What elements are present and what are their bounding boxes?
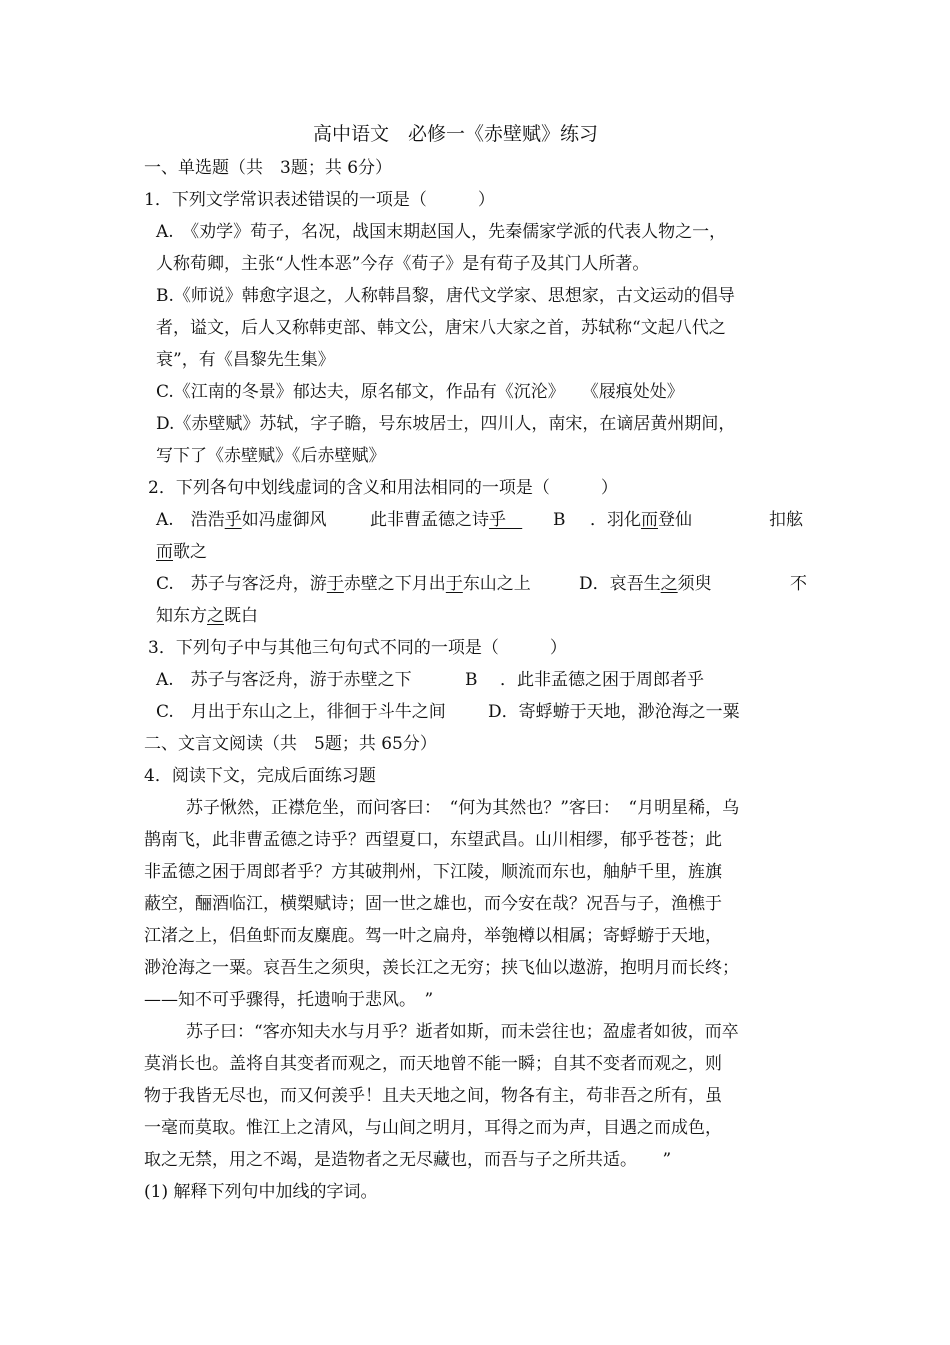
option-b: ．此非孟德之困于周郎者乎 — [500, 670, 704, 690]
option-a: A. 苏子与客泛舟，游于赤壁之下 — [156, 670, 412, 690]
option-b-label: B — [465, 670, 478, 690]
passage-line: 物于我皆无尽也，而又何羡乎！且夫天地之间，物各有主，苟非吾之所有，虽 — [144, 1086, 722, 1106]
option-c-line-1: C.《江南的冬景》郁达夫，原名郁文，作品有《沉沦》 《屐痕处处》 — [156, 382, 684, 402]
passage-line: 渺沧海之一粟。哀吾生之须臾，羡长江之无穷；挟飞仙以遨游，抱明月而长终； — [144, 958, 739, 978]
option-b-sentence-2: 扣舷 — [769, 510, 803, 530]
page-title: 高中语文 必修一《赤壁赋》练习 — [313, 123, 599, 145]
text-span: 此非曹孟德之诗 — [370, 510, 489, 530]
section-heading-1: 一、单选题（共 3题；共 6分） — [144, 158, 393, 178]
passage-line: 一毫而莫取。惟江上之清风，与山间之明月，耳得之而为声，目遇之而成色， — [144, 1118, 722, 1138]
sub-question-1: (1) 解释下列句中加线的字词。 — [144, 1182, 378, 1202]
underlined-word: 乎 — [489, 510, 506, 530]
underlined-word: 之 — [207, 606, 224, 626]
option-b-label: B — [553, 510, 566, 530]
passage-line: 苏子愀然，正襟危坐，而问客曰： “何为其然也？”客曰： “月明星稀，乌 — [186, 798, 740, 818]
option-d-sentence-2-cont — [156, 605, 258, 627]
option-a-sentence-1 — [156, 509, 327, 531]
option-b-line-1: B.《师说》韩愈字退之，人称韩昌黎，唐代文学家、思想家，古文运动的倡导 — [156, 286, 735, 306]
text-span: A. 浩浩 — [156, 510, 225, 530]
passage-line: 非孟德之困于周郎者乎？方其破荆州，下江陵，顺流而东也，舳舻千里，旌旗 — [144, 862, 722, 882]
option-d-sentence-1 — [579, 573, 712, 595]
passage-line: 莫消长也。盖将自其变者而观之，而天地曾不能一瞬；自其不变者而观之，则 — [144, 1054, 722, 1074]
underline-blank — [506, 510, 522, 530]
text-span: ．羽化 — [590, 510, 641, 530]
text-span: 须臾 — [677, 574, 712, 594]
underlined-word: 而 — [641, 510, 658, 530]
question-3-stem: 3．下列句子中与其他三句句式不同的一项是（ ） — [148, 638, 567, 658]
passage-line: 鹊南飞，此非曹孟德之诗乎？西望夏口，东望武昌。山川相缪，郁乎苍苍；此 — [144, 830, 722, 850]
option-b-line-2: 者，谥文，后人又称韩吏部、韩文公，唐宋八大家之首，苏轼称“文起八代之 — [156, 318, 726, 338]
option-c: C. 月出于东山之上，徘徊于斗牛之间 — [156, 702, 446, 722]
text-span: 知东方 — [156, 606, 207, 626]
question-1-stem: 1．下列文学常识表述错误的一项是（ ） — [144, 190, 495, 210]
text-span: 登仙 — [658, 510, 692, 530]
question-4-stem: 4．阅读下文，完成后面练习题 — [144, 766, 376, 786]
question-2-stem: 2．下列各句中划线虚词的含义和用法相同的一项是（ ） — [148, 478, 618, 498]
text-span: 东山之上 — [462, 574, 531, 594]
underlined-word: 于 — [326, 574, 344, 594]
underlined-word: 于 — [445, 574, 463, 594]
option-a-line-2: 人称荀卿，主张“人性本恶”今存《荀子》是有荀子及其门人所著。 — [156, 254, 650, 274]
option-b-sentence-1 — [590, 509, 692, 531]
underlined-word: 而 — [156, 542, 173, 562]
underlined-word: 之 — [660, 574, 678, 594]
text-span: 既白 — [224, 606, 258, 626]
option-b-sentence-2-cont — [156, 541, 207, 563]
option-a-line-1: A. 《劝学》荀子，名况，战国末期赵国人，先秦儒家学派的代表人物之一， — [156, 222, 727, 242]
passage-line: ——知不可乎骤得，托遗响于悲风。 ” — [144, 990, 434, 1010]
text-span: 歌之 — [173, 542, 207, 562]
text-span: C. 苏子与客泛舟，游 — [156, 574, 327, 594]
option-d-line-2: 写下了《赤壁赋》《后赤壁赋》 — [156, 446, 386, 466]
option-d: D．寄蜉蝣于天地，渺沧海之一粟 — [488, 702, 740, 722]
option-d-line-1: D.《赤壁赋》苏轼，字子瞻，号东坡居士，四川人，南宋，在谪居黄州期间， — [156, 414, 736, 434]
option-d-sentence-2: 不 — [790, 574, 807, 594]
text-span: D．哀吾生 — [579, 574, 661, 594]
option-a-sentence-2 — [370, 509, 522, 531]
passage-line: 蔽空，酾酒临江，横槊赋诗；固一世之雄也，而今安在哉？况吾与子，渔樵于 — [144, 894, 722, 914]
text-span: 赤壁之下月出 — [343, 574, 446, 594]
text-span: 如冯虚御风 — [241, 510, 327, 530]
underlined-word: 乎 — [224, 510, 242, 530]
passage-line: 江渚之上，侣鱼虾而友麋鹿。驾一叶之扁舟，举匏樽以相属；寄蜉蝣于天地， — [144, 926, 722, 946]
passage-line: 取之无禁，用之不竭，是造物者之无尽藏也，而吾与子之所共适。 ” — [144, 1150, 672, 1170]
option-c-sentence — [156, 573, 531, 595]
option-b-line-3: 衰”，有《昌黎先生集》 — [156, 350, 335, 370]
section-heading-2: 二、文言文阅读（共 5题；共 65分） — [144, 734, 437, 754]
passage-line: 苏子曰：“客亦知夫水与月乎？逝者如斯，而未尝往也；盈虚者如彼，而卒 — [186, 1022, 739, 1042]
